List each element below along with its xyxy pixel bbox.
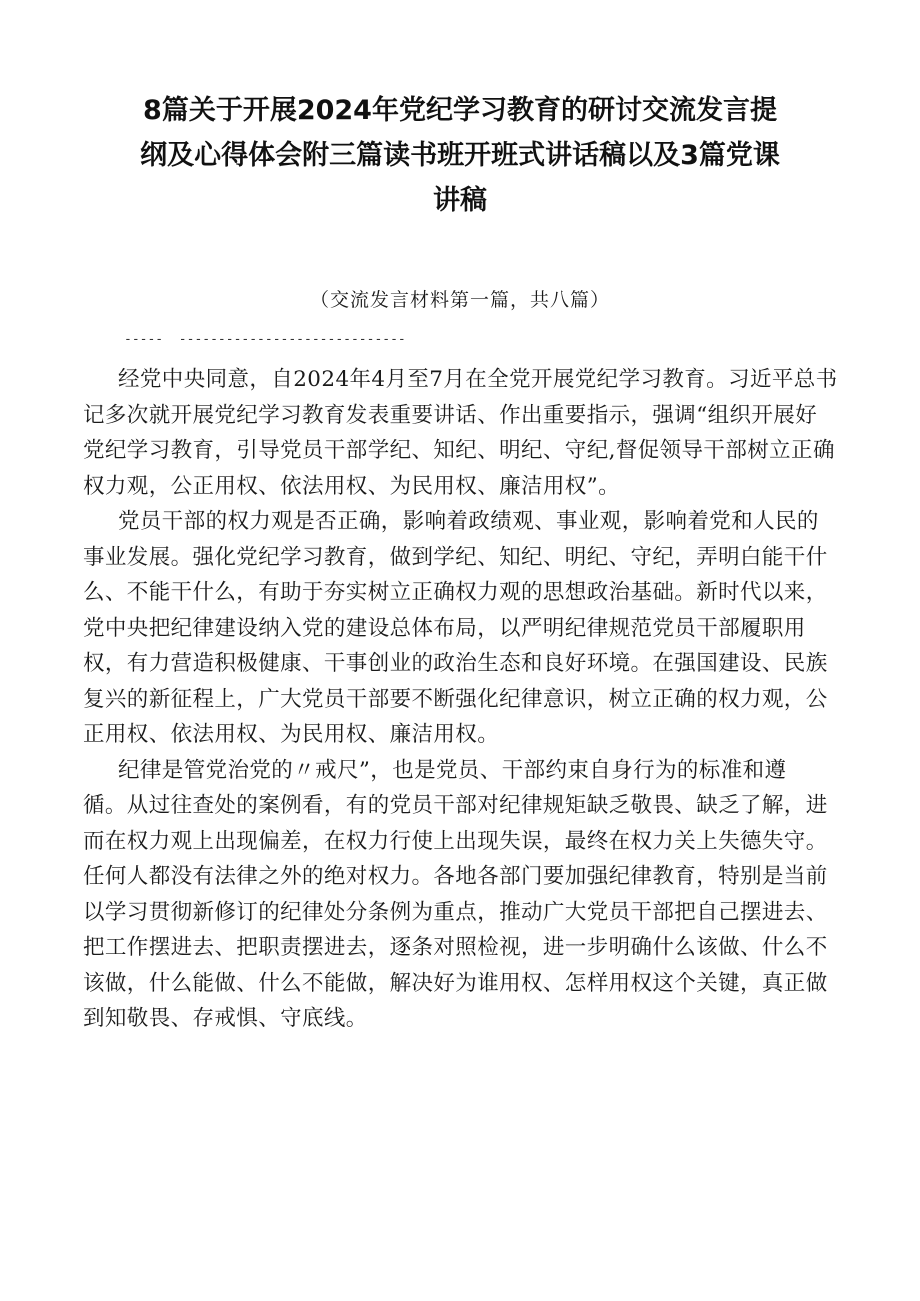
title-line: 讲稿 [433,185,487,216]
paragraph-line: 把工作摆进去、把职责摆进去，逐条对照检视，进一步明确什么该做、什么不 [83,935,828,960]
paragraph-line: 记多次就开展党纪学习教育发表重要讲话、作出重要指示，强调“组织开展好 [83,402,818,428]
document-subtitle: （交流发言材料第一篇，共八篇） [309,289,610,311]
paragraph-line: 正用权、依法用权、为民用权、廉洁用权。 [83,722,500,747]
paragraph-line: 权力观，公正用权、依法用权、为民用权、廉洁用权”。 [83,473,620,499]
paragraph [83,362,863,504]
title-line: 8篇关于开展2024年党纪学习教育的研讨交流发言提 [143,95,777,126]
paragraph [83,753,863,1037]
paragraph-line: 党员干部的权力观是否正确，影响着政绩观、事业观，影响着党和人民的 [118,509,819,534]
paragraph [83,504,863,753]
paragraph-line: 到知敬畏、存戒惧、守底线。 [83,1006,368,1031]
document-body [83,362,863,1037]
paragraph-line: 纪律是管党治党的〃戒尺”，也是党员、干部约束自身行为的标准和遵 [118,757,787,783]
paragraph-line: 而在权力观上出现偏差，在权力行使上出现失误，最终在权力关上失德失守。 [83,828,828,854]
paragraph-line: 经党中央同意，自2024年4月至7月在全党开展党纪学习教育。习近平总书 [118,367,838,392]
document-title [110,88,810,223]
paragraph-line: 任何人都没有法律之外的绝对权力。各地各部门要加强纪律教育，特别是当前 [83,864,828,889]
divider-line: ----- ----------------------------- [124,332,406,347]
paragraph-line: 循。从过往查处的案例看，有的党员干部对纪律规矩缺乏敬畏、缺乏了解，进 [83,793,828,818]
paragraph-line: 党纪学习教育，引导党员干部学纪、知纪、明纪、守纪,督促领导干部树立正确 [83,438,835,463]
paragraph-line: 该做，什么能做、什么不能做，解决好为谁用权、怎样用权这个关键，真正做 [83,970,828,996]
paragraph-line: 事业发展。强化党纪学习教育，做到学纪、知纪、明纪、守纪，弄明白能干什 [83,544,828,570]
paragraph-line: 权，有力营造积极健康、干事创业的政治生态和良好环境。在强国建设、民族 [83,651,828,676]
paragraph-line: 党中央把纪律建设纳入党的建设总体布局，以严明纪律规范党员干部履职用 [83,615,806,641]
paragraph-line: 以学习贯彻新修订的纪律处分条例为重点，推动广大党员干部把自己摆进去、 [83,899,828,925]
title-line: 纲及心得体会附三篇读书班开班式讲话稿以及3篇党课 [140,140,780,171]
paragraph-line: 么、不能干什么，有助于夯实树立正确权力观的思想政治基础。新时代以来， [83,580,828,605]
paragraph-line: 复兴的新征程上，广大党员干部要不断强化纪律意识，树立正确的权力观，公 [83,686,828,712]
